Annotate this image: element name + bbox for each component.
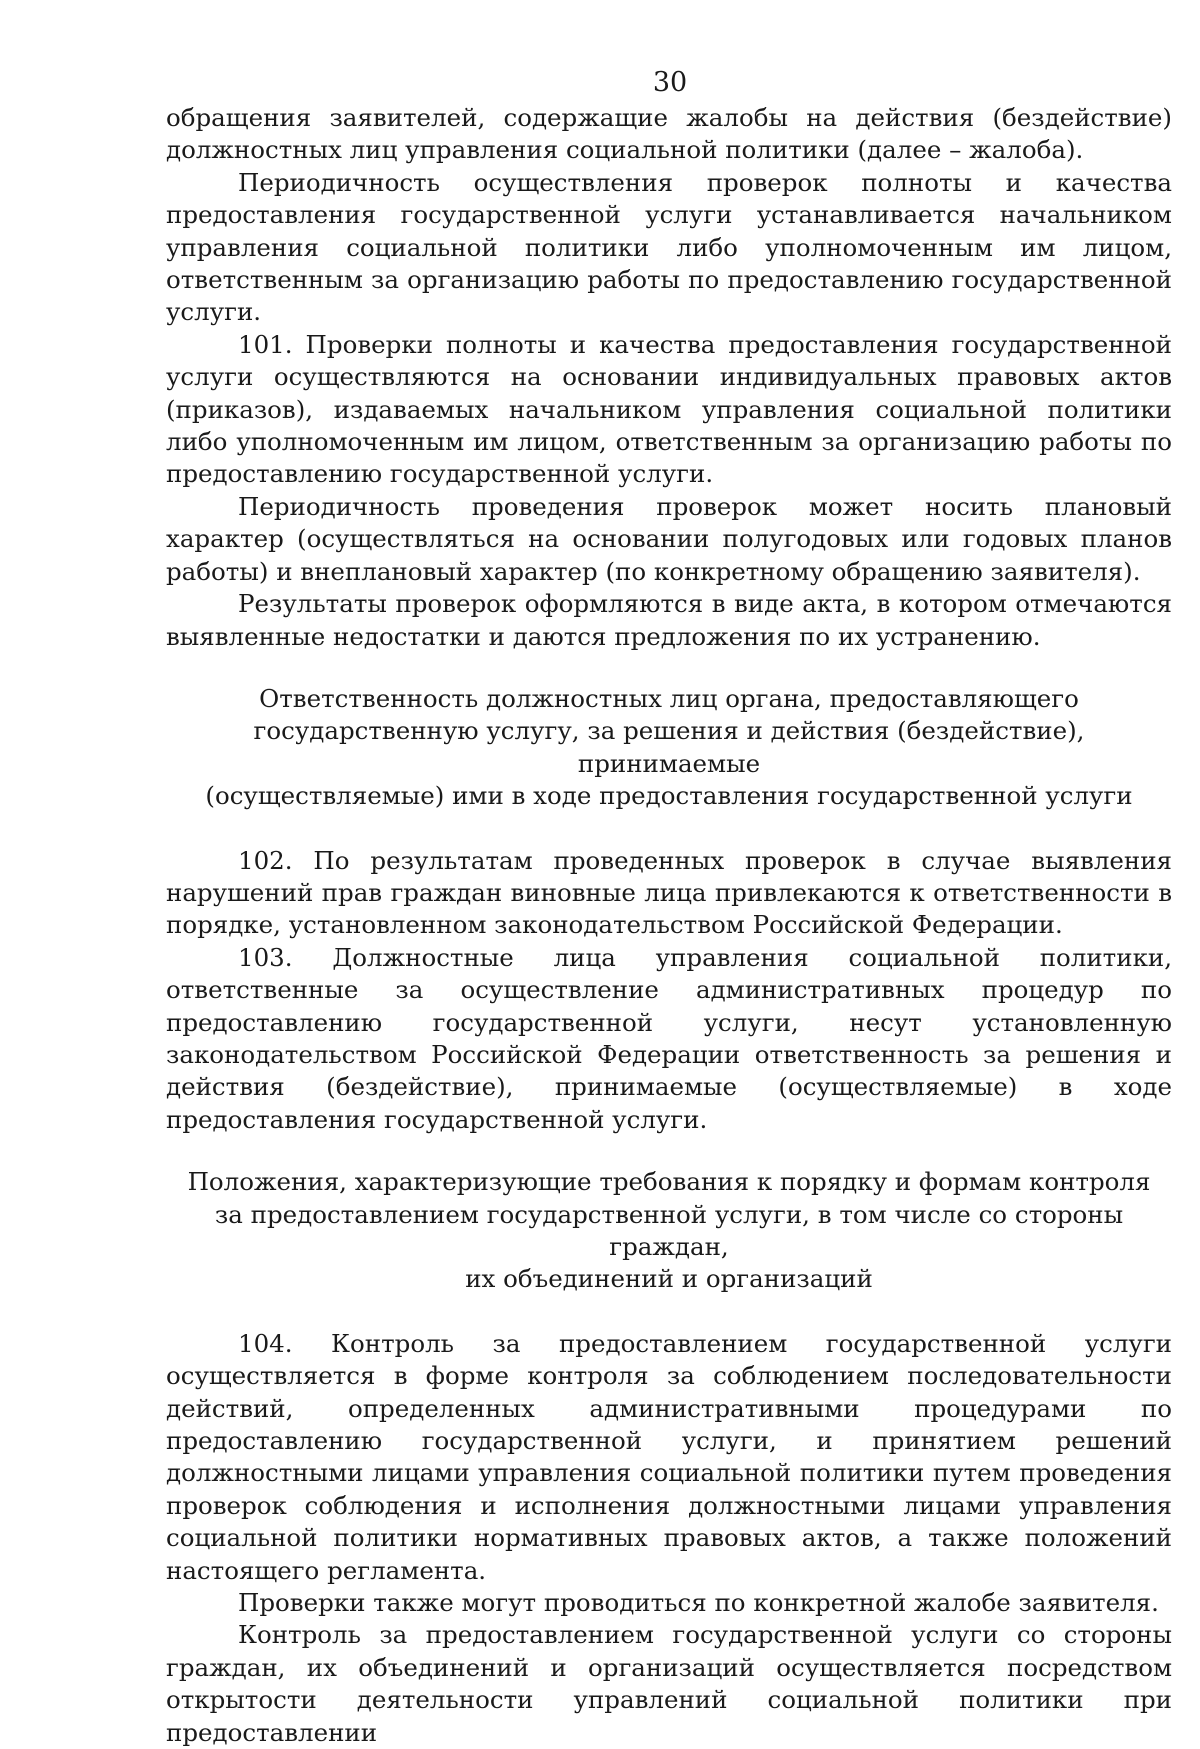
heading-line: Ответственность должностных лиц органа, предоставляющего — [259, 683, 1079, 713]
paragraph-101: 101. Проверки полноты и качества предоставления государственной услуги осуществляются на основании индивидуальных правовых актов (приказов), издаваемых начальником управления социальной политики либо уполномоченным им лицом, ответственным за организацию работы по предоставлению государственной услуги. — [166, 329, 1172, 489]
heading-line: государственную услугу, за решения и действия (бездействие), принимаемые — [253, 716, 1085, 778]
section-b — [166, 845, 1172, 1137]
heading-line: Положения, характеризующие требования к порядку и формам контроля — [187, 1167, 1151, 1197]
paragraph-continuation: обращения заявителей, содержащие жалобы на действия (бездействие) должностных лиц управления социальной политики (далее – жалоба). — [166, 103, 1172, 165]
paragraph-102: 102. По результатам проведенных проверок в случае выявления нарушений прав граждан виновные лица привлекаются к ответственности в порядке, установленном законодательством Российской Федерации. — [166, 845, 1172, 940]
paragraph: Периодичность проведения проверок может носить плановый характер (осуществляться на основании полугодовых или годовых планов работы) и внеплановый характер (по конкретному обращению заявителя). — [166, 491, 1172, 586]
paragraph: Результаты проверок оформляются в виде акта, в котором отмечаются выявленные недостатки и даются предложения по их устранению. — [166, 589, 1172, 651]
page-number: 30 — [652, 67, 688, 98]
paragraph: Периодичность осуществления проверок полноты и качества предоставления государственной услуги устанавливается начальником управления социальной политики либо уполномоченным им лицом, ответственным за организацию работы по предоставлению государственной услуги. — [166, 167, 1172, 327]
heading-line: (осуществляемые) ими в ходе предоставления государственной услуги — [205, 781, 1133, 811]
paragraph-continued: Контроль за предоставлением государственной услуги со стороны граждан, их объединений и организаций осуществляется посредством открытости деятельности управлений социальной политики при предоставлении — [166, 1620, 1172, 1747]
section-a — [166, 102, 1172, 653]
paragraph-104: 104. Контроль за предоставлением государственной услуги осуществляется в форме контроля за соблюдением последовательности действий, определенных административными процедурами по предоставлению государственной услуги, и принятием решений должностными лицами управления социальной политики путем проведения проверок соблюдения и исполнения должностными лицами управления социальной политики нормативных правовых актов, а также положений настоящего регламента. — [166, 1328, 1172, 1585]
document-page — [166, 66, 1172, 1749]
heading-line: за предоставлением государственной услуги, в том числе со стороны граждан, — [214, 1199, 1124, 1261]
section-heading-control — [166, 1166, 1172, 1296]
section-c — [166, 1328, 1172, 1749]
paragraph-103: 103. Должностные лица управления социальной политики, ответственные за осуществление административных процедур по предоставлению государственной услуги, несут установленную законодательством Российской Федерации ответственность за решения и действия (бездействие), принимаемые (осуществляемые) в ходе предоставления государственной услуги. — [166, 942, 1172, 1134]
paragraph: Проверки также могут проводиться по конкретной жалобе заявителя. — [238, 1588, 1159, 1618]
heading-line: их объединений и организаций — [465, 1264, 873, 1294]
section-heading-responsibility — [166, 683, 1172, 813]
